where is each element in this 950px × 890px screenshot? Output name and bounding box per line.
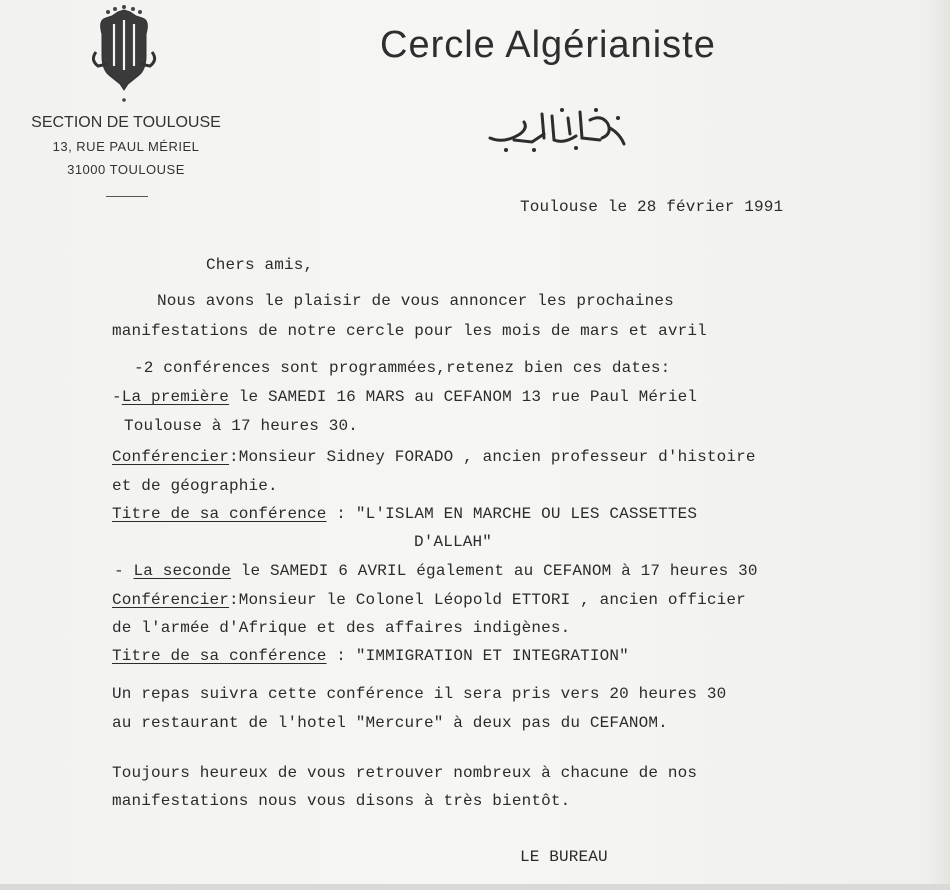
- conf1-title-line: [112, 505, 697, 523]
- conf1-place: Toulouse à 17 heures 30.: [124, 417, 359, 435]
- intro-line-2: manifestations de notre cercle pour les mois de mars et avril: [112, 322, 707, 340]
- conf2-speaker-text: :Monsieur le Colonel Léopold ETTORI , ancien officier: [229, 591, 746, 609]
- closing-line-1: Toujours heureux de vous retrouver nombreux à chacune de nos: [112, 764, 698, 782]
- conf1-title-text: "L'ISLAM EN MARCHE OU LES CASSETTES: [355, 505, 698, 523]
- conf1-speaker-label: Conférencier: [112, 448, 230, 466]
- conf2-speaker-line2: de l'armée d'Afrique et des affaires indigènes.: [112, 619, 571, 637]
- meal-line-2: au restaurant de l'hotel "Mercure" à deux pas du CEFANOM.: [112, 714, 668, 732]
- organization-name: Cercle Algérianiste: [380, 24, 716, 66]
- signature: LE BUREAU: [520, 848, 608, 866]
- conf2-label: La seconde: [133, 562, 232, 580]
- conferences-intro: -2 conférences sont programmées,retenez bien ces dates:: [134, 359, 671, 377]
- conf1-text: le SAMEDI 16 MARS au CEFANOM 13 rue Paul Mériel: [229, 388, 698, 406]
- conf2-speaker-line: [112, 591, 746, 609]
- conf2-title-label: Titre de sa conférence: [112, 647, 327, 665]
- section-title: SECTION DE TOULOUSE: [31, 114, 221, 131]
- address-street: 13, RUE PAUL MÉRIEL: [52, 139, 200, 154]
- conf2-title-text: "IMMIGRATION ET INTEGRATION": [355, 647, 629, 665]
- letter-date: Toulouse le 28 février 1991: [520, 198, 784, 216]
- conf1-speaker-text: :Monsieur Sidney FORADO , ancien professeur d'histoire: [229, 448, 756, 466]
- conf2-speaker-label: Conférencier: [112, 591, 230, 609]
- conf1-title-line2: D'ALLAH": [414, 533, 493, 551]
- hand-of-fatima-icon: [88, 4, 160, 104]
- greeting: Chers amis,: [206, 256, 314, 274]
- conf1-label: La première: [121, 388, 230, 406]
- conf1-speaker-line2: et de géographie.: [112, 477, 278, 495]
- closing-line-2: manifestations nous vous disons à très bientôt.: [112, 792, 571, 810]
- conf1-title-label: Titre de sa conférence: [112, 505, 327, 523]
- address-city: 31000 TOULOUSE: [67, 162, 185, 177]
- conf2-title-sep: :: [326, 647, 356, 665]
- conf1-title-sep: :: [326, 505, 356, 523]
- arabic-calligraphy: [484, 104, 630, 154]
- page-edge-right: [928, 0, 950, 890]
- intro-line-1: Nous avons le plaisir de vous annoncer les prochaines: [157, 292, 674, 310]
- conf2-dash: -: [114, 562, 134, 580]
- conf2-text: le SAMEDI 6 AVRIL également au CEFANOM à 17 heures 30: [231, 562, 758, 580]
- letterhead-divider: [106, 196, 148, 197]
- conf2-line: [114, 562, 758, 580]
- conf1-dash: -: [112, 388, 122, 406]
- conf1-line: [112, 388, 697, 406]
- conf1-speaker-line: [112, 448, 756, 466]
- conf2-title-line: [112, 647, 629, 665]
- meal-line-1: Un repas suivra cette conférence il sera pris vers 20 heures 30: [112, 685, 727, 703]
- page-edge-bottom: [0, 884, 950, 890]
